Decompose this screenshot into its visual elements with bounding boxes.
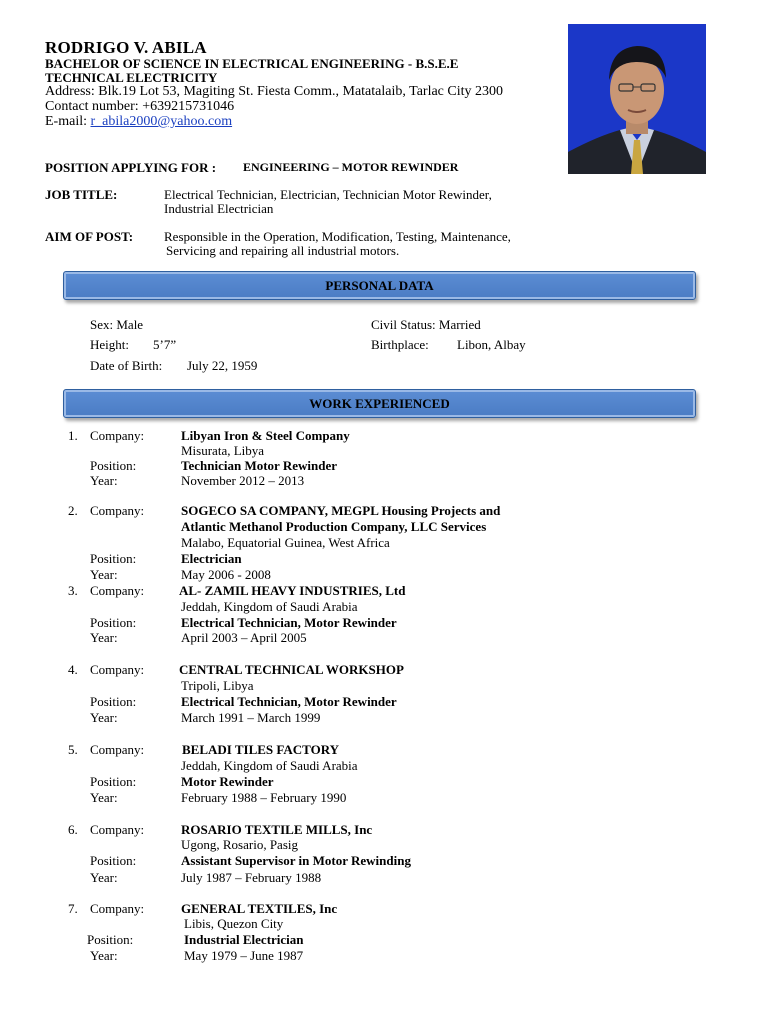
contact-number: Contact number: +639215731046: [45, 99, 235, 114]
job-position: Industrial Electrician: [184, 932, 304, 947]
position-label: Position:: [90, 694, 137, 709]
job-location: Libis, Quezon City: [184, 916, 284, 931]
job-location: Misurata, Libya: [181, 443, 265, 458]
job-location: Jeddah, Kingdom of Saudi Arabia: [181, 599, 358, 614]
birthplace-value: Libon, Albay: [457, 337, 526, 352]
job-year: November 2012 – 2013: [181, 473, 305, 488]
job-year: July 1987 – February 1988: [181, 870, 322, 885]
job-position: Assistant Supervisor in Motor Rewinding: [181, 853, 411, 868]
job-title-line1: Electrical Technician, Electrician, Technician Motor Rewinder,: [164, 187, 492, 202]
job-year: May 2006 - 2008: [181, 567, 271, 582]
position-applying-label: POSITION APPLYING FOR :: [45, 160, 217, 175]
aim-label: AIM OF POST:: [45, 229, 134, 244]
job-number: 4.: [68, 662, 78, 677]
job-company: GENERAL TEXTILES, Inc: [181, 901, 338, 916]
position-label: Position:: [90, 458, 137, 473]
position-applying-value: ENGINEERING – MOTOR REWINDER: [243, 160, 459, 174]
year-label: Year:: [90, 567, 118, 582]
company-label: Company:: [90, 503, 145, 518]
job-title-line2: Industrial Electrician: [164, 201, 274, 216]
year-label: Year:: [90, 870, 118, 885]
job-year: May 1979 – June 1987: [184, 948, 304, 963]
job-number: 7.: [68, 901, 78, 916]
email-line: [45, 114, 232, 130]
company-label: Company:: [90, 583, 145, 598]
company-label: Company:: [90, 428, 145, 443]
applicant-name: RODRIGO V. ABILA: [45, 38, 207, 57]
position-label: Position:: [90, 853, 137, 868]
year-label: Year:: [90, 710, 118, 725]
work-experience-heading: WORK EXPERIENCED: [63, 389, 696, 418]
job-company: AL- ZAMIL HEAVY INDUSTRIES, Ltd: [179, 583, 406, 598]
civil-status: Civil Status: Married: [371, 317, 481, 332]
position-label: Position:: [90, 551, 137, 566]
personal-data-heading: PERSONAL DATA: [63, 271, 696, 300]
job-company-line2: Atlantic Methanol Production Company, LLC Services: [181, 519, 487, 534]
company-label: Company:: [90, 901, 145, 916]
height-label: Height:: [90, 337, 129, 352]
company-label: Company:: [90, 822, 145, 837]
aim-line2: Servicing and repairing all industrial motors.: [166, 243, 400, 258]
job-company: SOGECO SA COMPANY, MEGPL Housing Projects and: [181, 503, 501, 518]
email-label: E-mail:: [45, 114, 91, 129]
job-number: 3.: [68, 583, 78, 598]
sex: Sex: Male: [90, 317, 144, 332]
job-year: March 1991 – March 1999: [181, 710, 321, 725]
job-number: 1.: [68, 428, 78, 443]
job-number: 6.: [68, 822, 78, 837]
job-position: Electrical Technician, Motor Rewinder: [181, 615, 397, 630]
year-label: Year:: [90, 630, 118, 645]
job-location: Tripoli, Libya: [181, 678, 254, 693]
email-link[interactable]: r_abila2000@yahoo.com: [90, 114, 233, 129]
job-number: 2.: [68, 503, 78, 518]
job-position: Motor Rewinder: [181, 774, 274, 789]
dob-value: July 22, 1959: [187, 358, 258, 373]
degree: BACHELOR OF SCIENCE IN ELECTRICAL ENGINEERING - B.S.E.E: [45, 56, 459, 71]
birthplace-label: Birthplace:: [371, 337, 429, 352]
job-company: CENTRAL TECHNICAL WORKSHOP: [179, 662, 404, 677]
position-label: Position:: [90, 615, 137, 630]
company-label: Company:: [90, 662, 145, 677]
position-label: Position:: [90, 774, 137, 789]
company-label: Company:: [90, 742, 145, 757]
year-label: Year:: [90, 948, 118, 963]
year-label: Year:: [90, 790, 118, 805]
height-value: 5’7”: [153, 337, 177, 352]
job-location: Ugong, Rosario, Pasig: [181, 837, 298, 852]
address: Address: Blk.19 Lot 53, Magiting St. Fiesta Comm., Matatalaib, Tarlac City 2300: [45, 84, 504, 99]
job-position: Electrical Technician, Motor Rewinder: [181, 694, 397, 709]
job-company: BELADI TILES FACTORY: [182, 742, 340, 757]
job-location: Malabo, Equatorial Guinea, West Africa: [181, 535, 390, 550]
job-company: ROSARIO TEXTILE MILLS, Inc: [181, 822, 373, 837]
applicant-photo: [568, 24, 706, 174]
specialty: TECHNICAL ELECTRICITY: [45, 70, 218, 85]
year-label: Year:: [90, 473, 118, 488]
job-location: Jeddah, Kingdom of Saudi Arabia: [181, 758, 358, 773]
job-company: Libyan Iron & Steel Company: [181, 428, 350, 443]
job-position: Technician Motor Rewinder: [181, 458, 337, 473]
dob-label: Date of Birth:: [90, 358, 163, 373]
job-year: February 1988 – February 1990: [181, 790, 347, 805]
job-year: April 2003 – April 2005: [181, 630, 307, 645]
position-label: Position:: [87, 932, 134, 947]
job-title-label: JOB TITLE:: [45, 187, 118, 202]
job-number: 5.: [68, 742, 78, 757]
job-position: Electrician: [181, 551, 242, 566]
aim-line1: Responsible in the Operation, Modification, Testing, Maintenance,: [164, 229, 511, 244]
